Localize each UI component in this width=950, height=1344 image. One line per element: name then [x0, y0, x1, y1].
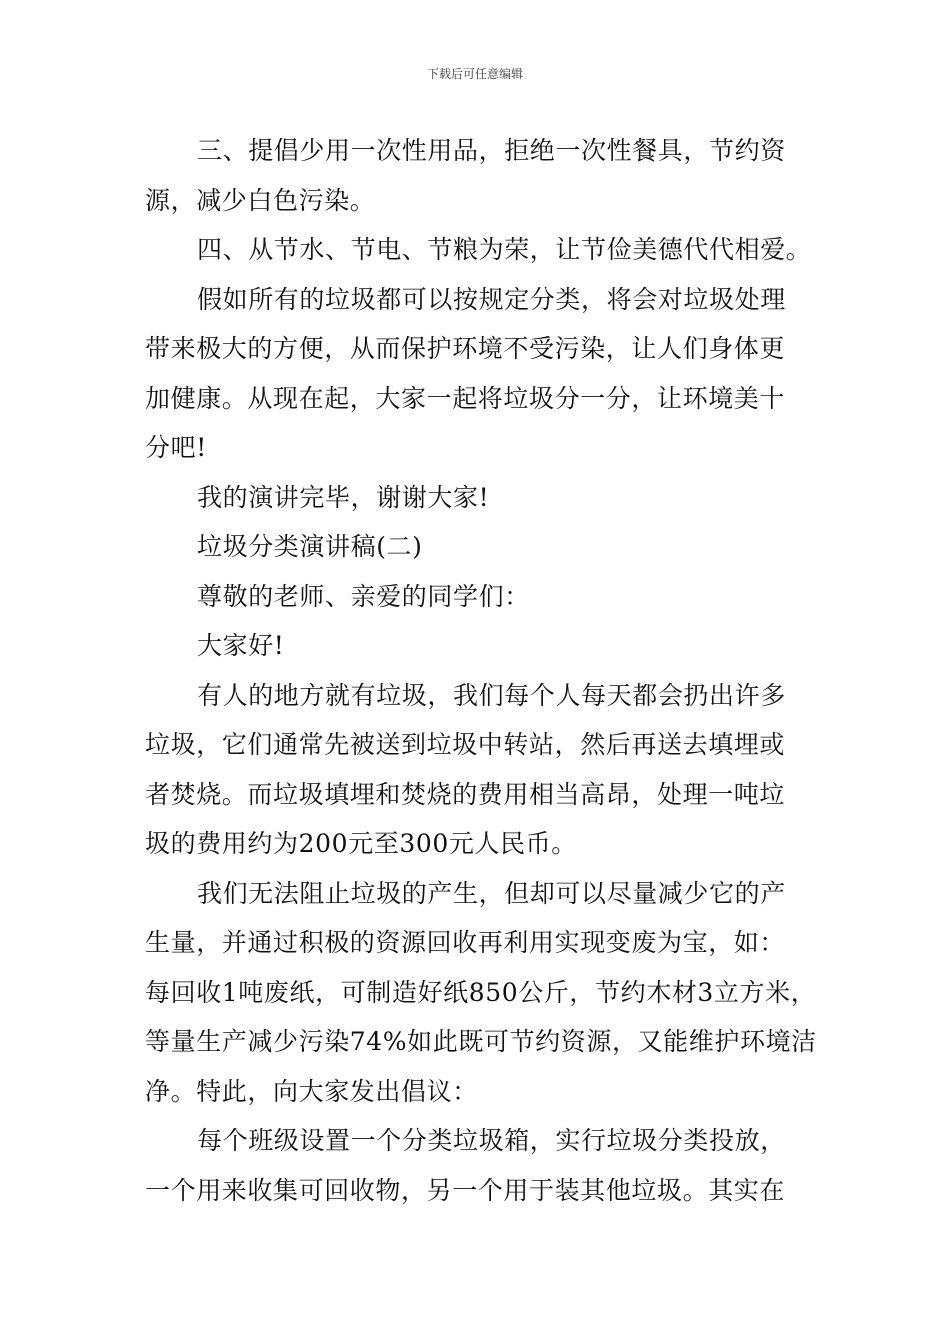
section-title: 垃圾分类演讲稿(二) — [197, 532, 423, 561]
paragraph-line: 者焚烧。而垃圾填埋和焚烧的费用相当高昂，处理一吨垃 — [145, 779, 786, 809]
paragraph-line: 每回收1吨废纸，可制造好纸850公斤，节约木材3立方米， — [145, 977, 817, 1007]
paragraph-line: 圾的费用约为200元至300元人民币。 — [145, 829, 577, 858]
paragraph-line: 三、提倡少用一次性用品，拒绝一次性餐具，节约资 — [197, 136, 786, 165]
paragraph-line: 有人的地方就有垃圾，我们每个人每天都会扔出许多 — [197, 680, 786, 710]
paragraph-line: 加健康。从现在起，大家一起将垃圾分一分，让环境美十 — [145, 383, 786, 413]
paragraph-line: 假如所有的垃圾都可以按规定分类，将会对垃圾处理 — [197, 284, 786, 314]
paragraph-line: 等量生产减少污染74%如此既可节约资源，又能维护环境洁 — [145, 1027, 817, 1056]
salutation: 尊敬的老师、亲爱的同学们： — [197, 581, 530, 611]
paragraph-line: 垃圾，它们通常先被送到垃圾中转站，然后再送去填埋或 — [145, 730, 786, 759]
paragraph-line: 分吧! — [145, 433, 207, 462]
paragraph-line: 一个用来收集可回收物，另一个用于装其他垃圾。其实在 — [145, 1175, 786, 1205]
document-body — [145, 126, 815, 1215]
paragraph-line: 源，减少白色污染。 — [145, 185, 376, 215]
paragraph-line: 我的演讲完毕，谢谢大家! — [197, 482, 490, 512]
page-header-note: 下载后可任意编辑 — [426, 67, 523, 81]
paragraph-line: 四、从节水、节电、节粮为荣，让节俭美德代代相爱。 — [197, 235, 812, 264]
paragraph-line: 每个班级设置一个分类垃圾箱，实行垃圾分类投放， — [197, 1126, 786, 1155]
paragraph-line: 我们无法阻止垃圾的产生，但却可以尽量减少它的产 — [197, 878, 786, 908]
paragraph-line: 带来极大的方便，从而保护环境不受污染，让人们身体更 — [145, 334, 786, 363]
paragraph-line: 净。特此，向大家发出倡议： — [145, 1076, 478, 1106]
paragraph-line: 生量，并通过积极的资源回收再利用实现变废为宝，如： — [145, 928, 786, 957]
greeting: 大家好! — [197, 631, 285, 660]
